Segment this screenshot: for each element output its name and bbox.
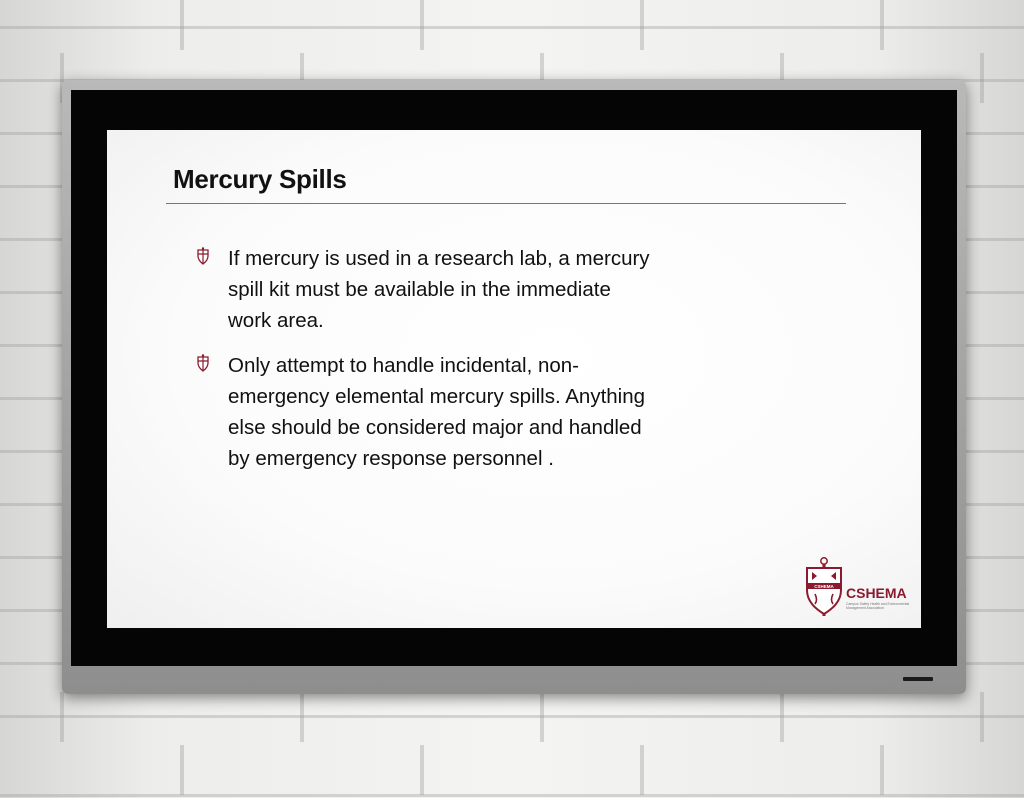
power-indicator <box>903 677 933 681</box>
logo-tagline: Campus Safety Health and Environmental Management Association <box>846 602 910 610</box>
crest-bullet-icon <box>196 354 210 372</box>
bullet-text: Only attempt to handle incidental, non-emergency elemental mercury spills. Anything else should be considered major and handled by emergency response personnel . <box>228 354 646 470</box>
title-divider <box>166 203 846 204</box>
logo-name: CSHEMA <box>846 585 907 601</box>
cshema-logo <box>804 556 912 618</box>
bullet-text: If mercury is used in a research lab, a mercury spill kit must be available in the immediate work area. <box>228 247 650 332</box>
bullet-item <box>196 243 656 336</box>
crest-bullet-icon <box>196 247 210 265</box>
crest-icon <box>804 556 844 618</box>
svg-text:CSHEMA: CSHEMA <box>814 584 834 589</box>
bullet-list <box>196 243 656 488</box>
bullet-item <box>196 350 656 474</box>
slide-title: Mercury Spills <box>173 164 347 194</box>
